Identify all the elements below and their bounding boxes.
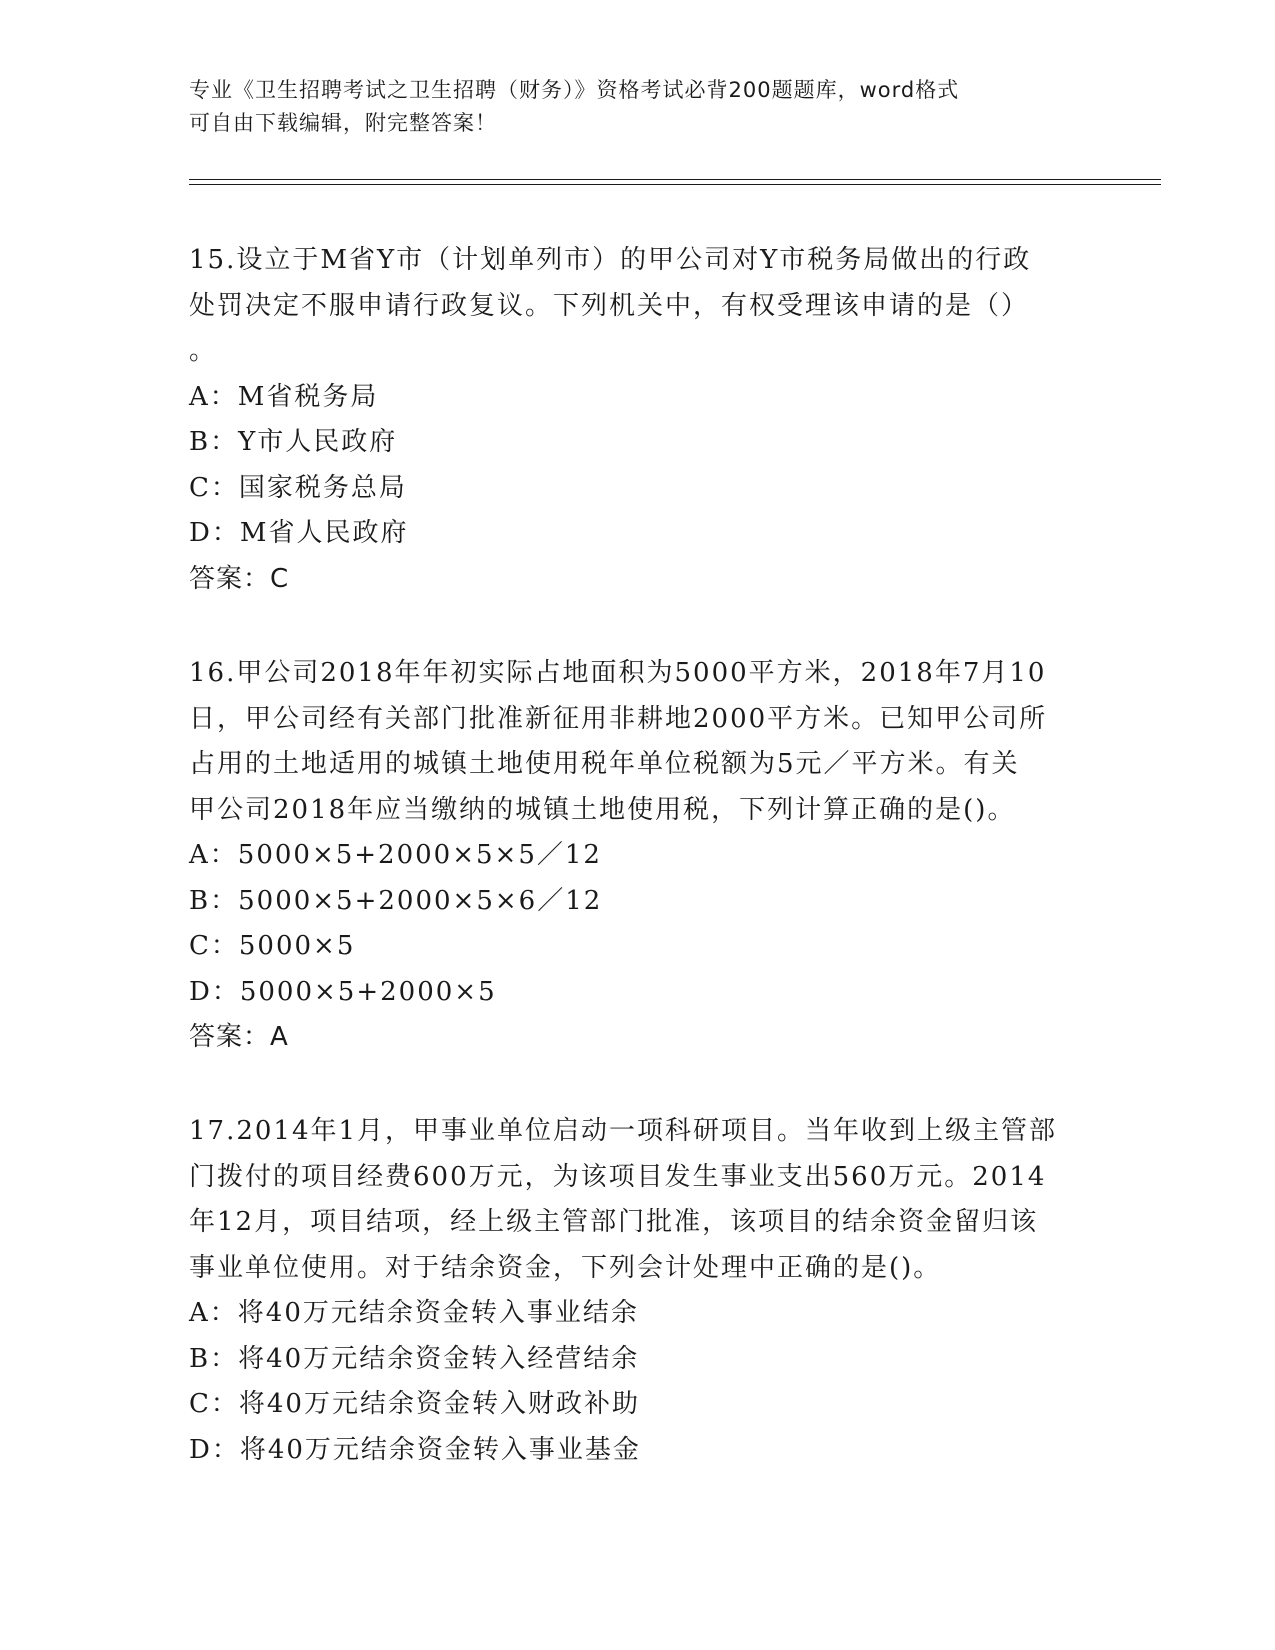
header-divider-bottom [189,184,1161,185]
question-stem-line: 事业单位使用。对于结余资金，下列会计处理中正确的是()。 [189,1252,942,1283]
option-d: D：5000×5+2000×5 [189,976,497,1007]
question-stem-line: 15.设立于M省Y市（计划单列市）的甲公司对Y市税务局做出的行政 [189,245,1032,275]
answer-line: 答案：A [189,1022,289,1052]
option-b: B：Y市人民政府 [189,427,398,457]
option-a: A：将40万元结余资金转入事业结余 [189,1298,639,1328]
option-c: C：将40万元结余资金转入财政补助 [189,1389,640,1419]
header-line-1: 专业《卫生招聘考试之卫生招聘（财务）》资格考试必背200题题库，word格式 [189,78,960,102]
option-a: A：5000×5+2000×5×5／12 [189,840,602,870]
option-b: B：将40万元结余资金转入经营结余 [189,1343,640,1374]
answer-line: 答案：C [189,563,290,594]
option-b: B：5000×5+2000×5×6／12 [189,885,603,916]
question-stem-line: 占用的土地适用的城镇土地使用税年单位税额为5元／平方米。有关 [189,749,1020,779]
question-stem-line: 日，甲公司经有关部门批准新征用非耕地2000平方米。已知甲公司所 [189,703,1048,734]
option-c: C：5000×5 [189,931,356,961]
question-stem-line: 16.甲公司2018年年初实际占地面积为5000平方米，2018年7月10 [189,658,1047,688]
question-stem-line: 处罚决定不服申请行政复议。下列机关中，有权受理该申请的是（） [189,290,1030,321]
question-stem-line: 17.2014年1月，甲事业单位启动一项科研项目。当年收到上级主管部 [189,1116,1058,1146]
question-stem-line: 年12月，项目结项，经上级主管部门批准，该项目的结余资金留归该 [189,1207,1039,1237]
option-d: D：将40万元结余资金转入事业基金 [189,1434,641,1465]
question-stem-line: 。 [189,336,218,366]
header-line-2: 可自由下载编辑，附完整答案！ [189,111,497,135]
option-c: C：国家税务总局 [189,472,407,503]
question-16 [189,651,1089,1061]
question-17 [189,1109,1089,1473]
question-stem-line: 门拨付的项目经费600万元，为该项目发生事业支出560万元。2014 [189,1161,1047,1192]
document-header [189,74,1089,140]
option-a: A：M省税务局 [189,381,379,412]
question-15 [189,238,1089,602]
question-stem-line: 甲公司2018年应当缴纳的城镇土地使用税，下列计算正确的是()。 [189,794,1016,825]
header-divider-top [189,179,1161,180]
option-d: D：M省人民政府 [189,518,409,548]
